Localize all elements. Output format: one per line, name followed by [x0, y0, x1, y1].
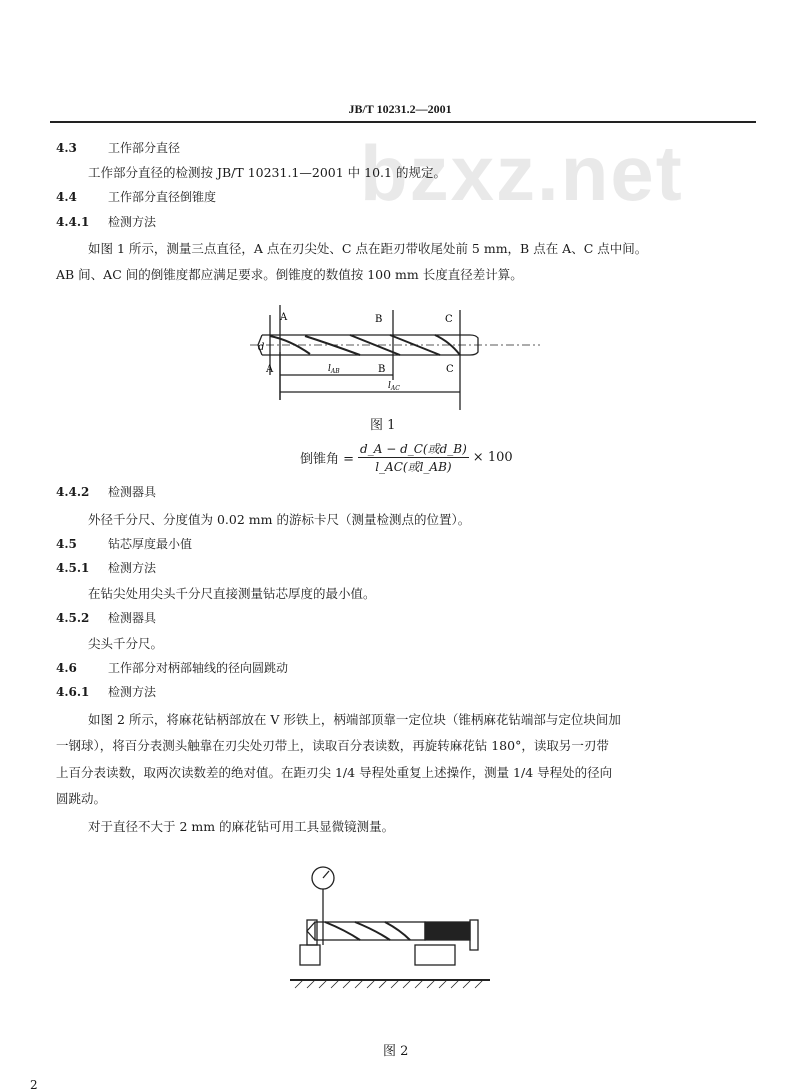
label-lab: $l_{AB}$ [328, 364, 340, 375]
section-title: 工作部分直径倒锥度 [108, 190, 217, 204]
paragraph: 外径千分尺、分度值为 0.02 mm 的游标卡尺（测量检测点的位置）。 [88, 512, 471, 527]
section-title: 检测方法 [108, 561, 157, 575]
section-title: 检测方法 [108, 685, 157, 699]
section-4-5 [56, 535, 192, 552]
section-title: 钻芯厚度最小值 [108, 537, 193, 551]
paragraph: 对于直径不大于 2 mm 的麻花钻可用工具显微镜测量。 [88, 819, 395, 834]
paragraph: AB 间、AC 间的倒锥度都应满足要求。倒锥度的数值按 100 mm 长度直径差计算。 [56, 267, 523, 282]
section-title: 工作部分直径 [108, 141, 181, 155]
section-4-3 [56, 139, 180, 156]
v-block [300, 945, 320, 965]
paragraph: 一钢球），将百分表测头触靠在刃尖处刃带上，读取百分表读数，再旋转麻花钻 180°，读取另一刃带 [56, 738, 609, 753]
section-number: 4.6.1 [56, 685, 90, 699]
section-4-6-1 [56, 683, 156, 700]
document-header: JB/T 10231.2—2001 [348, 102, 452, 116]
section-4-4-2 [56, 483, 156, 500]
locating-block [470, 920, 478, 950]
label-lac: $l_{AC}$ [388, 381, 400, 392]
section-number: 4.4.2 [56, 485, 90, 499]
paragraph: 尖头千分尺。 [88, 636, 164, 651]
figure-1-drill-diagram [250, 300, 540, 410]
formula-numerator: d_A − d_C(或d_B) [360, 442, 467, 456]
paragraph: 圆跳动。 [56, 791, 107, 806]
section-number: 4.6 [56, 661, 77, 675]
paragraph: 上百分表读数，取两次读数差的绝对值。在距刃尖 1/4 导程处重复上述操作，测量 1/4 导程处的径向 [56, 765, 613, 780]
section-number: 4.4 [56, 190, 77, 204]
figure-1-caption: 图 1 [370, 418, 396, 433]
section-4-5-2 [56, 609, 156, 626]
formula-lhs: 倒锥角 = [300, 452, 355, 467]
page-number: 2 [30, 1078, 38, 1092]
label-b-bottom: B [378, 364, 386, 375]
label-b-top: B [375, 314, 383, 325]
section-number: 4.5.1 [56, 561, 90, 575]
section-title: 检测器具 [108, 611, 157, 625]
label-a-top: A [280, 312, 288, 323]
section-number: 4.5.2 [56, 611, 90, 625]
paragraph: 如图 2 所示，将麻花钻柄部放在 V 形铁上，柄端部顶靠一定位块（锥柄麻花钻端部与定位块间加 [88, 712, 621, 727]
section-title: 检测方法 [108, 215, 157, 229]
header-rule [50, 121, 756, 123]
section-4-4-1 [56, 213, 156, 230]
formula-denominator: l_AC(或l_AB) [375, 460, 452, 474]
taper-formula [300, 440, 513, 475]
section-number: 4.5 [56, 537, 77, 551]
figure-2-runout-setup [285, 860, 495, 1010]
formula-multiplier: × 100 [472, 450, 513, 465]
label-a-bottom: A [266, 364, 274, 375]
paragraph: 工作部分直径的检测按 JB/T 10231.1—2001 中 10.1 的规定。 [88, 165, 446, 180]
label-c-bottom: C [446, 364, 454, 375]
section-4-4 [56, 188, 216, 205]
paragraph: 如图 1 所示，测量三点直径，A 点在刃尖处、C 点在距刃带收尾处前 5 mm，B 点在 A、C 点中间。 [88, 241, 648, 256]
section-4-5-1 [56, 559, 156, 576]
watermark: bzxz.net [360, 129, 684, 217]
section-title: 工作部分对柄部轴线的径向圆跳动 [108, 661, 289, 675]
section-title: 检测器具 [108, 485, 157, 499]
formula-fraction [358, 440, 469, 475]
section-4-6 [56, 659, 288, 676]
section-number: 4.4.1 [56, 215, 90, 229]
section-number: 4.3 [56, 141, 77, 155]
label-c-top: C [445, 314, 453, 325]
figure-2-caption: 图 2 [383, 1044, 409, 1059]
paragraph: 在钻尖处用尖头千分尺直接测量钻芯厚度的最小值。 [88, 586, 376, 601]
label-d: d [258, 342, 265, 353]
